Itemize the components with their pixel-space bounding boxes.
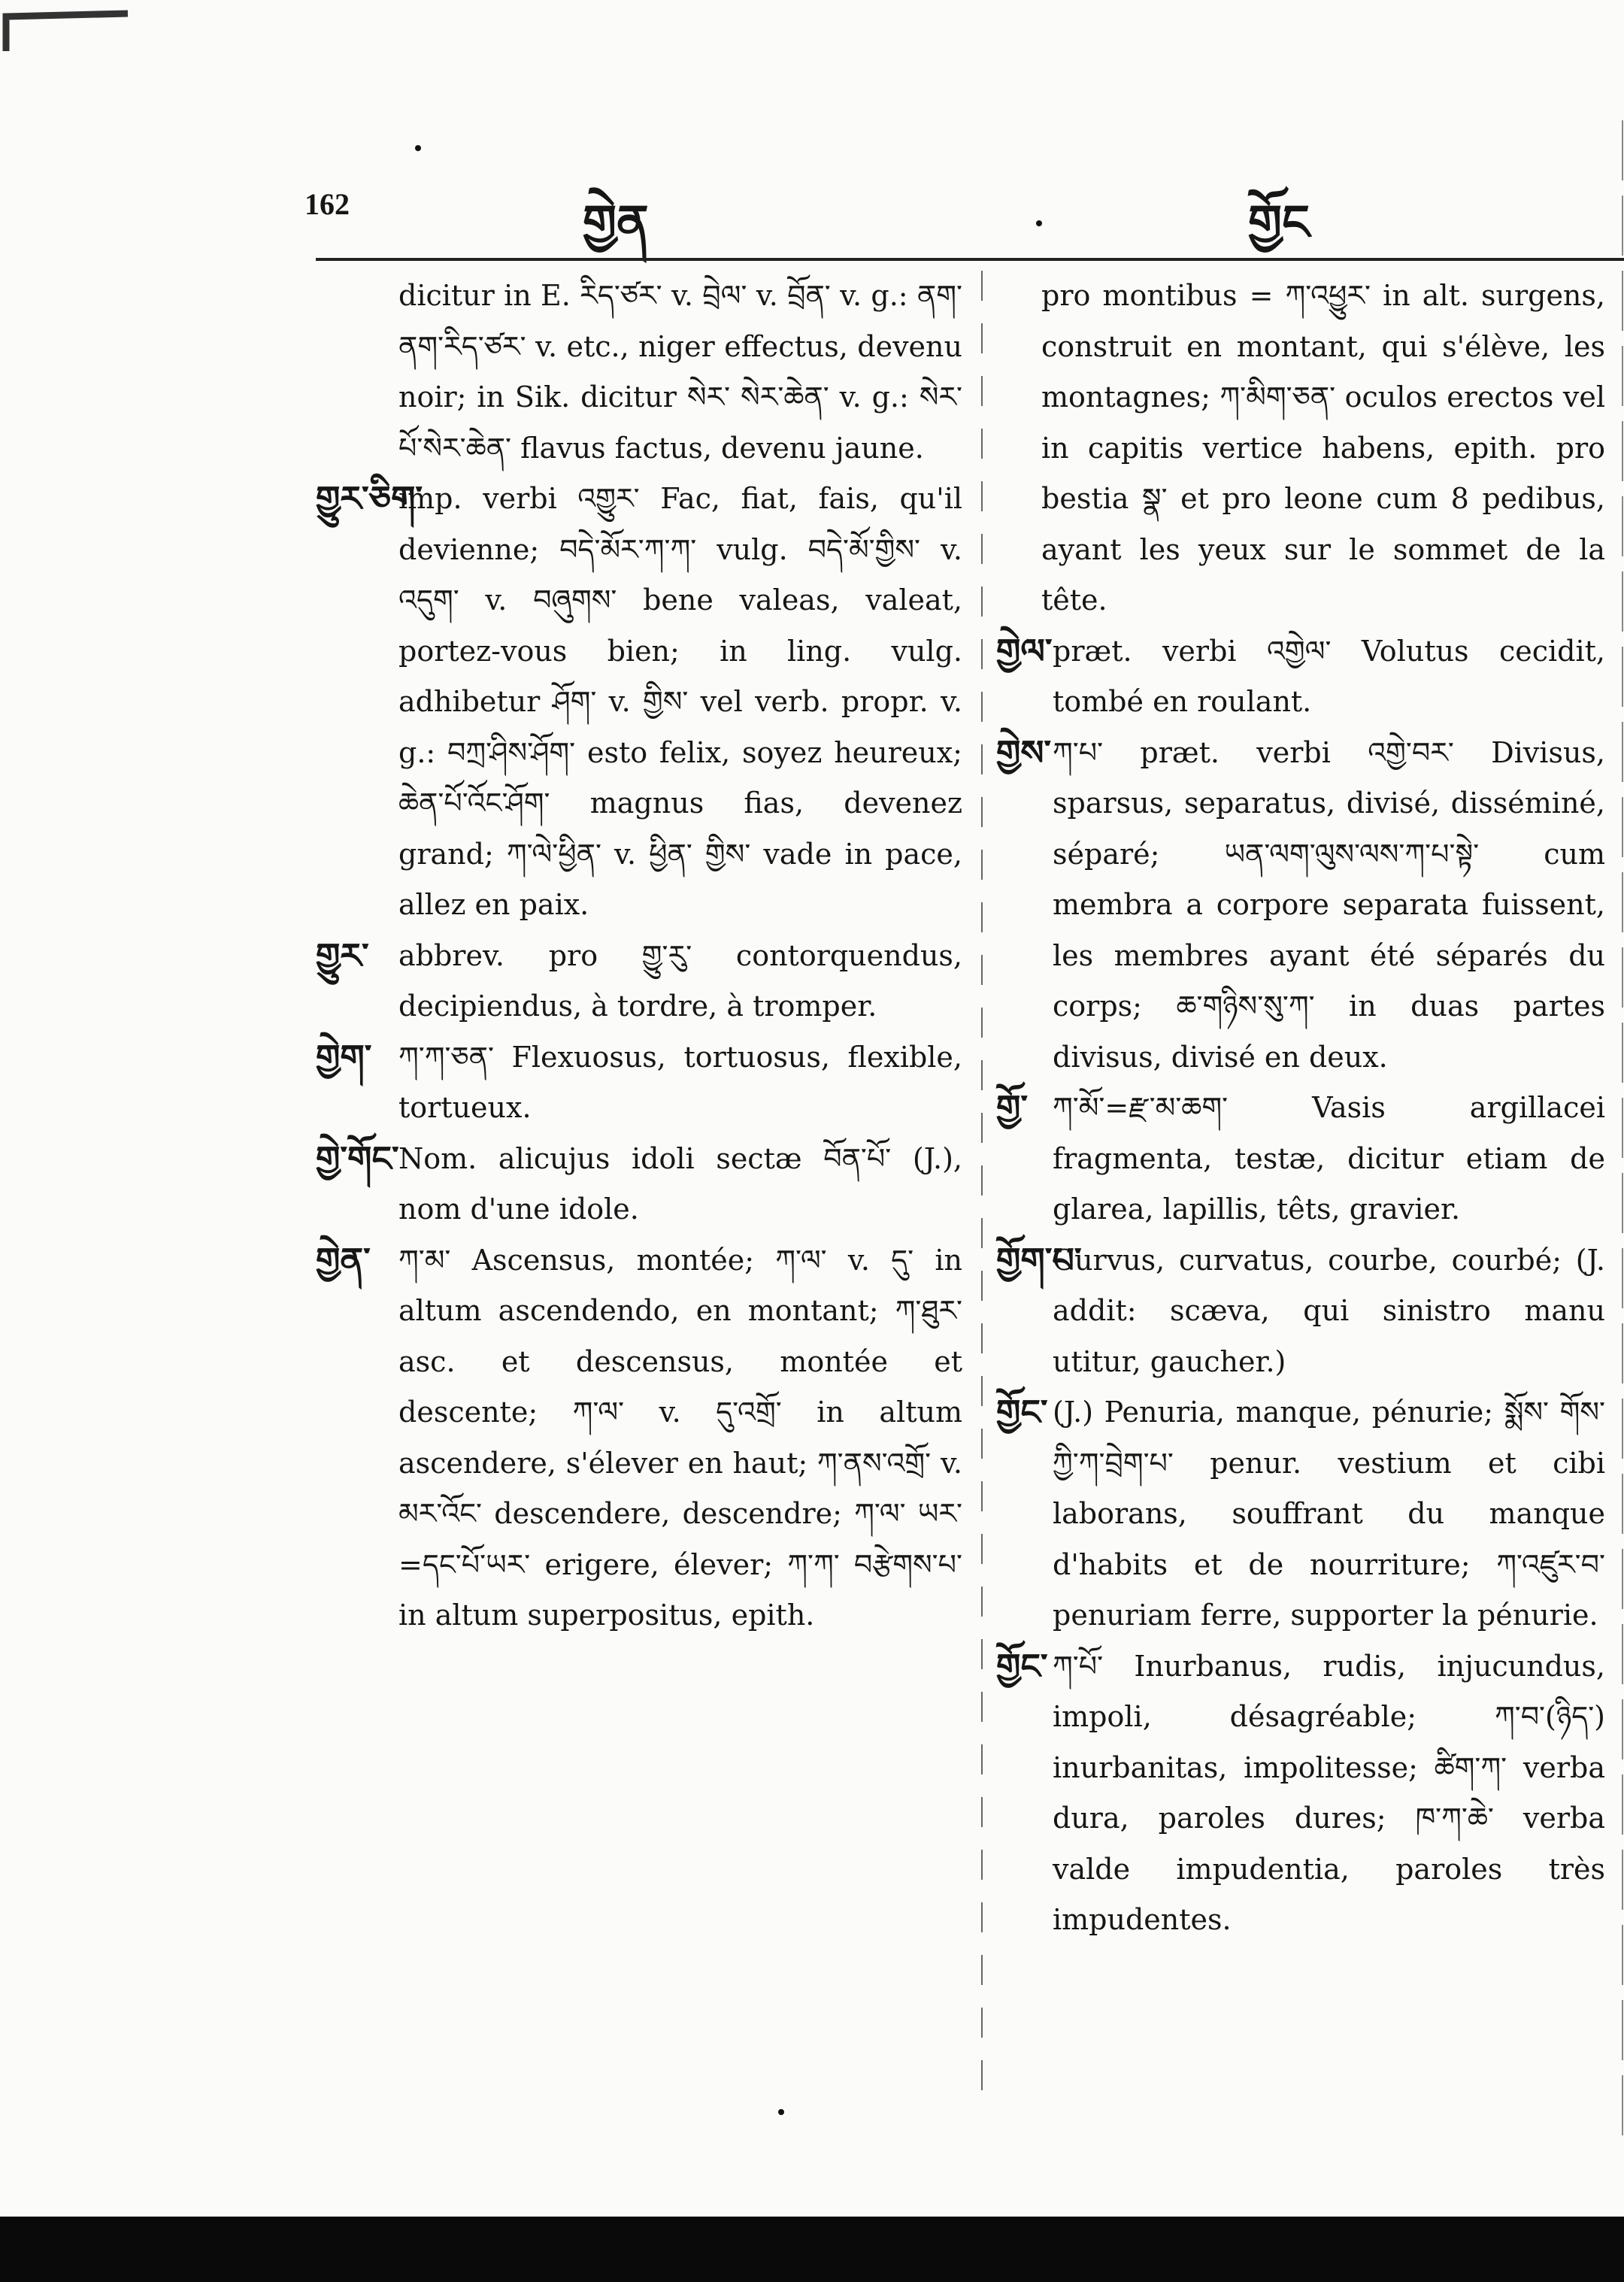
entry-text: imp. verbi འགྱུར་ Fac, fiat, fais, qu'il devienne; བདེ་མོར་ཀ་ཀ་ vulg. བདེ་མོ་གྱིས་ v. འདུག་ v. བཞུགས་ bene valeas, valeat, portez-vous bien; in ling. vulg. adhibetur ཤོག་ v. གྱིས་ vel verb. propr. v. g.: བཀྲ་ཤིས་ཤོག་ esto felix, soyez heureux; ཆེན་པོ་འོང་ཤོག་ magnus fias, devenez grand; ཀ་ལེ་ཕྱིན་ v. ཕྱིན་ གྱིས་ vade in pace, allez en paix. [398,482,962,921]
entry-text: Curvus, curvatus, courbe, courbé; (J. addit: scæva, qui sinistro manu utitur, gaucher.) [1053,1243,1605,1378]
print-speck [1036,220,1042,226]
entry-headword: གྱེན་ [316,1239,371,1280]
entry-headword: གྱུར་ [316,935,369,976]
entry-text: ཀ་ཀ་ཅན་ Flexuosus, tortuosus, flexible, tortueux. [398,1040,962,1124]
dictionary-entry [996,728,1605,1083]
entry-text: (J.) Penuria, manque, pénurie; སྨོས་ གོས་ཀྱི་ཀ་བྲེག་པ་ penur. vestium et cibi laborans, souffrant du manque d'habits et de nourriture; ཀ་འཛུར་བ་ penuriam ferre, supporter la pénurie. [1053,1396,1605,1632]
entry-headword: གྱེལ་ [996,630,1053,671]
entry-text: dicitur in E. རིད་ཙར་ v. བྲེལ་ v. བྲོན་ v. g.: ནག་ནག་རིད་ཙར་ v. etc., niger effectus, devenu noir; in Sik. dicitur སེར་ སེར་ཆེན་ v. g.: སེར་པོ་སེར་ཆེན་ flavus factus, devenu jaune. [398,279,962,465]
dictionary-entry [316,1032,962,1134]
print-speck [778,2109,784,2115]
entry-text: ཀ་མོ་=རྫ་མ་ཆག་ Vasis argillacei fragmenta, testæ, dicitur etiam de glarea, lapillis, têts, gravier. [1053,1091,1605,1226]
left-column [316,271,962,1641]
entry-headword: གྱོ་ [996,1087,1029,1128]
dictionary-entry [996,626,1605,728]
entry-headword: གྱོག་པ་ [996,1239,1082,1280]
entry-text: Nom. alicujus idoli sectæ བོན་པོ་ (J.), nom d'une idole. [398,1141,962,1226]
entry-headword: གྱེས་ [996,732,1052,773]
dictionary-entry [316,1235,962,1641]
dictionary-entry [996,1083,1605,1235]
entry-text: ཀ་པ་ præt. verbi འགྱེ་བར་ Divisus, sparsus, separatus, divisé, disséminé, séparé; ཡན་ལག་ལུས་ལས་ཀ་པ་སྟེ་ cum membra a corpore separata fuissent, les membres ayant été séparés du corps; ཆ་གཉིས་སུ་ཀ་ in duas partes divisus, divisé en deux. [1053,735,1605,1074]
page-corner-mark [0,0,132,53]
page-number: 162 [304,187,350,221]
running-head-left: གྱེན [583,195,649,251]
dictionary-entry [316,1134,962,1235]
entry-text: pro montibus = ཀ་འཕྱུར་ in alt. surgens, construit en montant, qui s'élève, les montagnes; ཀ་མིག་ཅན་ oculos erectos vel in capitis vertice habens, epith. pro bestia སྣ་ et pro leone cum 8 pedibus, ayant les yeux sur le sommet de la tête. [1041,279,1605,617]
entry-text: ཀ་པོ་ Inurbanus, rudis, injucundus, impoli, désagréable; ཀ་བ་(ཉིད་) inurbanitas, impolitesse; ཚིག་ཀ་ verba dura, paroles dures; ཁ་ཀ་ཆེ་ verba valde impudentia, paroles très impudentes. [1053,1649,1605,1936]
dictionary-entry [996,1235,1605,1388]
dictionary-entry [996,271,1605,626]
entry-headword: གྱོང་ [996,1645,1048,1686]
entry-headword: གྱུར་ཅིག་ [316,478,423,519]
right-column [996,271,1605,1946]
running-head-right: གྱོང [1248,195,1310,251]
dictionary-entry [316,271,962,474]
dictionary-entry [316,931,962,1032]
column-divider [981,271,983,2090]
entry-text: abbrev. pro གྱུ་རུ་ contorquendus, decipiendus, à tordre, à tromper. [398,938,962,1023]
entry-headword: གྱེ་གོང་ [316,1138,399,1179]
dictionary-entry [996,1387,1605,1641]
entry-text: ཀ་མ་ Ascensus, montée; ཀ་ལ་ v. དུ་ in altum ascendendo, en montant; ཀ་ཐུར་ asc. et descensus, montée et descente; ཀ་ལ་ v. དུ་འགྲོ་ in altum ascendere, s'élever en haut; ཀ་ནས་འགྲོ་ v. མར་འོང་ descendere, descendre; ཀ་ལ་ ཡར་=དང་པོ་ཡར་ erigere, élever; ཀ་ཀ་ བརྩེགས་པ་ in altum superpositus, epith. [398,1243,962,1632]
entry-headword: གྱེག་ [316,1036,372,1077]
header-rule [316,258,1624,261]
page-edge [1622,120,1623,2150]
dictionary-entry [316,474,962,931]
dictionary-entry [996,1641,1605,1946]
scan-footer-band [0,2217,1624,2282]
entry-headword: གྱོང་ [996,1392,1048,1432]
entry-text: præt. verbi འགྱེལ་ Volutus cecidit, tombé en roulant. [1053,634,1605,718]
print-speck [415,145,421,151]
